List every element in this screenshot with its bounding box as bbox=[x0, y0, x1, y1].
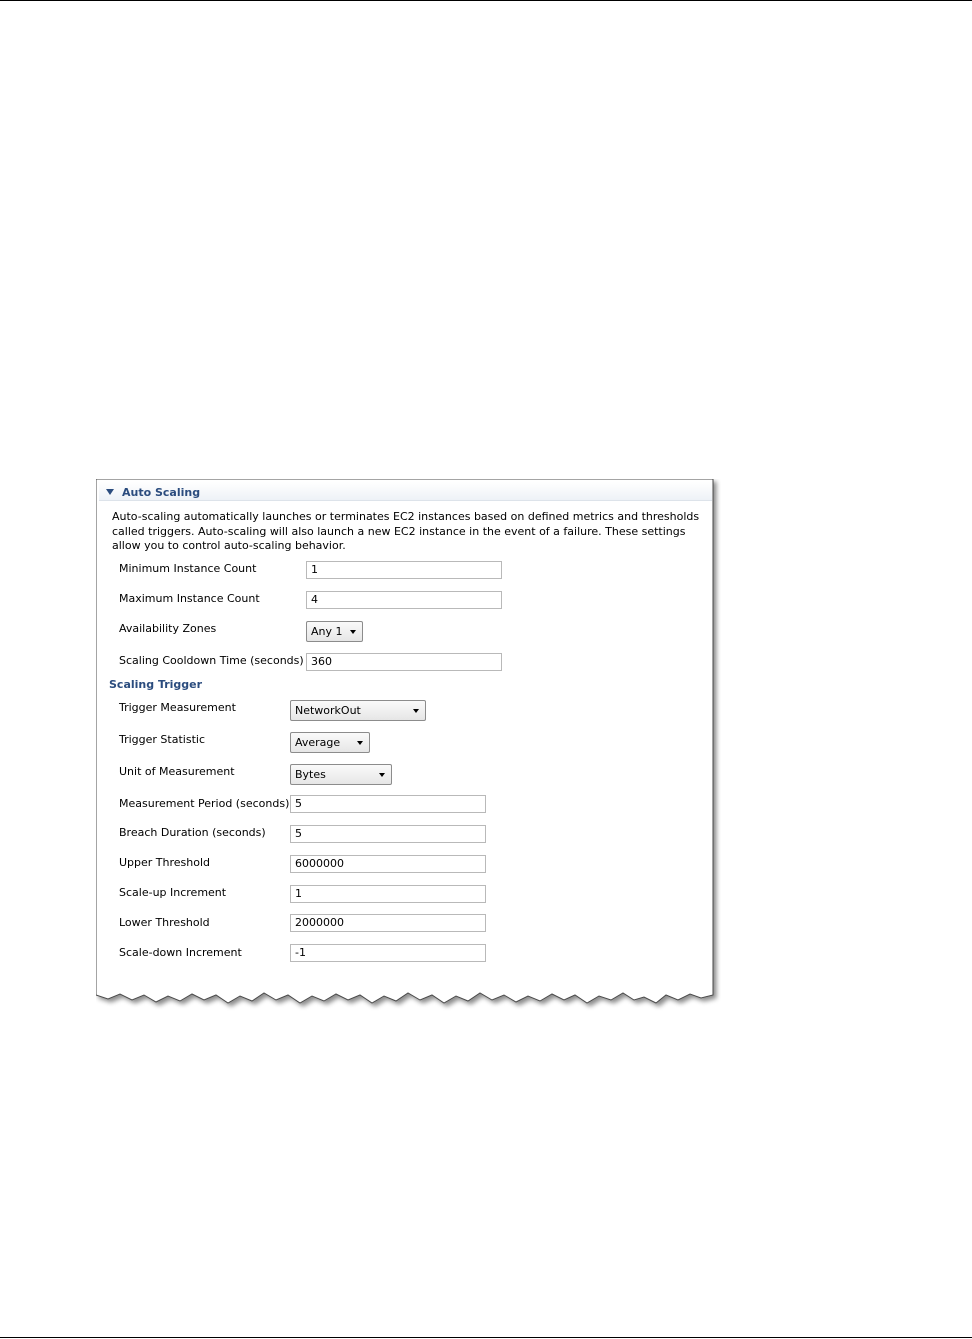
measurement-period-label: Measurement Period (seconds) bbox=[119, 797, 290, 810]
lower-threshold-field[interactable]: 2000000 bbox=[290, 914, 486, 932]
page-bottom-rule bbox=[0, 1337, 972, 1338]
max-instance-label: Maximum Instance Count bbox=[119, 592, 260, 605]
lower-threshold-label: Lower Threshold bbox=[119, 916, 210, 929]
trigger-measurement-select[interactable] bbox=[290, 700, 426, 721]
upper-threshold-field[interactable]: 6000000 bbox=[290, 855, 486, 873]
dropdown-arrow-icon bbox=[350, 630, 356, 634]
max-instance-count-field[interactable]: 4 bbox=[306, 591, 502, 609]
scale-up-increment-label: Scale-up Increment bbox=[119, 886, 227, 899]
trigger-statistic-label: Trigger Statistic bbox=[119, 733, 205, 746]
unit-of-measurement-label: Unit of Measurement bbox=[119, 765, 235, 778]
chevron-down-icon[interactable] bbox=[106, 489, 114, 495]
auto-scaling-section-header[interactable] bbox=[99, 482, 712, 501]
breach-duration-label: Breach Duration (seconds) bbox=[119, 826, 266, 839]
upper-threshold-label: Upper Threshold bbox=[119, 856, 211, 869]
unit-of-measurement-select[interactable] bbox=[290, 764, 392, 785]
breach-duration-field[interactable]: 5 bbox=[290, 825, 486, 843]
section-title-auto-scaling: Auto Scaling bbox=[122, 486, 201, 499]
measurement-period-field[interactable]: 5 bbox=[290, 795, 486, 813]
dropdown-arrow-icon bbox=[413, 709, 419, 713]
cooldown-time-field[interactable]: 360 bbox=[306, 653, 502, 671]
min-instance-count-field[interactable]: 1 bbox=[306, 561, 502, 579]
dropdown-arrow-icon bbox=[379, 773, 385, 777]
page-top-rule bbox=[0, 0, 972, 1]
scale-up-increment-field[interactable]: 1 bbox=[290, 885, 486, 903]
availability-zones-value: Any 1 bbox=[311, 625, 343, 638]
availability-zones-select[interactable] bbox=[306, 621, 363, 642]
trigger-measurement-value: NetworkOut bbox=[295, 704, 361, 717]
scale-down-increment-label: Scale-down Increment bbox=[119, 946, 242, 959]
auto-scaling-panel bbox=[96, 479, 721, 1014]
trigger-statistic-select[interactable] bbox=[290, 732, 370, 753]
scaling-trigger-heading: Scaling Trigger bbox=[109, 678, 203, 691]
dropdown-arrow-icon bbox=[357, 741, 363, 745]
min-instance-label: Minimum Instance Count bbox=[119, 562, 257, 575]
cooldown-label: Scaling Cooldown Time (seconds) bbox=[119, 654, 304, 667]
trigger-measurement-label: Trigger Measurement bbox=[119, 701, 236, 714]
scale-down-increment-field[interactable]: -1 bbox=[290, 944, 486, 962]
unit-of-measurement-value: Bytes bbox=[295, 768, 326, 781]
availability-zones-label: Availability Zones bbox=[119, 622, 217, 635]
auto-scaling-description: Auto-scaling automatically launches or terminates EC2 instances based on defined metrics and thresholds called triggers. Auto-scaling will also launch a new EC2 instance in the event of a failure. These settings allow you to control auto-scaling behavior. bbox=[112, 510, 700, 552]
trigger-statistic-value: Average bbox=[295, 736, 341, 749]
